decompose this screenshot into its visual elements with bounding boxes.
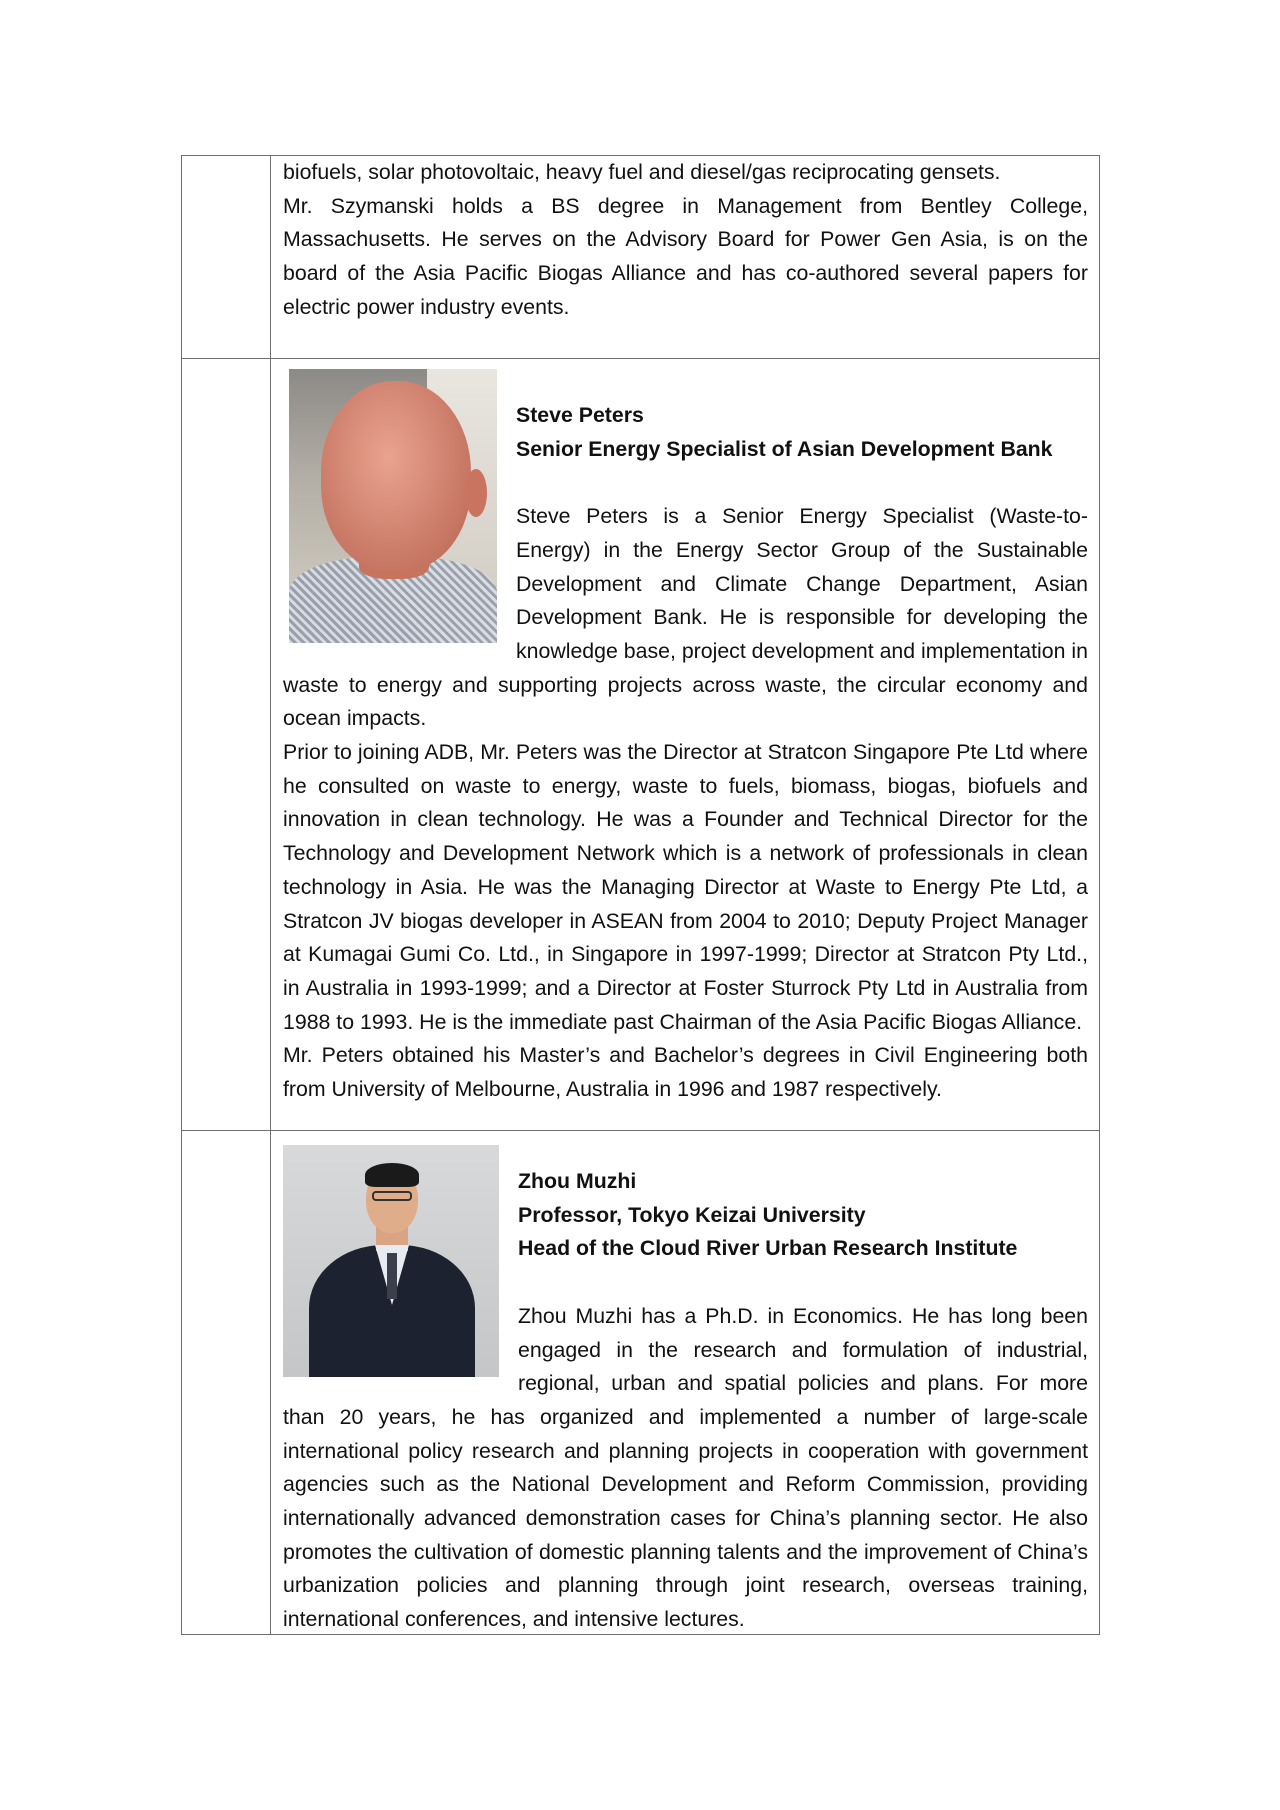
bio-paragraph: Mr. Peters obtained his Master’s and Bachelor’s degrees in Civil Engineering both from University of Melbourne, Australia in 1996 and 1987 respectively. xyxy=(283,1043,1088,1102)
speaker-title: Senior Energy Specialist of Asian Development Bank xyxy=(516,436,1053,461)
speaker-name: Zhou Muzhi xyxy=(518,1169,637,1193)
bio-paragraph: Zhou Muzhi has a Ph.D. in Economics. He has long been engaged in the research and formulation of industrial, regional, urban and spatial policies and plans. For more than 20 years, he has organized and implemented a number of large-scale international policy research and planning projects in cooperation with government agencies such as the National Development and Reform Commission, providing internationally advanced demonstration cases for China’s planning sector. He also promotes the cultivation of domestic planning talents and the improvement of China’s urbanization policies and planning through joint research, overseas training, international conferences, and intensive lectures. xyxy=(283,1303,1088,1632)
speaker-title: Professor, Tokyo Keizai University xyxy=(518,1202,866,1227)
bio-paragraph: Mr. Szymanski holds a BS degree in Management from Bentley College, Massachusetts. He serves on the Advisory Board for Power Gen Asia, is on the board of the Asia Pacific Biogas Alliance and has co-authored several papers for electric power industry events. xyxy=(283,193,1088,319)
empty-cell xyxy=(182,156,271,358)
table-row xyxy=(182,359,1099,1131)
bio-paragraph: Steve Peters is a Senior Energy Specialist (Waste-to-Energy) in the Energy Sector Group of the Sustainable Development and Climate Change Department, Asian Development Bank. He is responsible for developing the knowledge base, project development and implementation in waste to energy and supporting projects across waste, the circular economy and ocean impacts. xyxy=(283,504,1088,731)
bio-cell xyxy=(271,359,1099,1130)
speaker-title: Head of the Cloud River Urban Research Institute xyxy=(518,1236,1018,1261)
bio-cell xyxy=(271,1131,1099,1634)
bio-paragraph: Prior to joining ADB, Mr. Peters was the Director at Stratcon Singapore Pte Ltd where he consulted on waste to energy, waste to fuels, biomass, biogas, biofuels and innovation in clean technology. He was a Founder and Technical Director for the Technology and Development Network which is a network of professionals in clean technology in Asia. He was the Managing Director at Waste to Energy Pte Ltd, a Stratcon JV biogas developer in ASEAN from 2004 to 2010; Deputy Project Manager at Kumagai Gumi Co. Ltd., in Singapore in 1997-1999; Director at Stratcon Pty Ltd., in Australia in 1993-1999; and a Director at Foster Sturrock Pty Ltd in Australia from 1988 to 1993. He is the immediate past Chairman of the Asia Pacific Biogas Alliance. xyxy=(283,740,1088,1034)
empty-cell xyxy=(182,359,271,1130)
empty-cell xyxy=(182,1131,271,1634)
speaker-table xyxy=(181,155,1100,1635)
bio-paragraph: biofuels, solar photovoltaic, heavy fuel and diesel/gas reciprocating gensets. xyxy=(283,160,1001,184)
speaker-photo xyxy=(283,1145,499,1377)
speaker-name: Steve Peters xyxy=(516,403,644,427)
speaker-photo xyxy=(289,369,497,643)
table-row xyxy=(182,156,1099,359)
bio-cell xyxy=(271,156,1099,358)
table-row xyxy=(182,1131,1099,1634)
